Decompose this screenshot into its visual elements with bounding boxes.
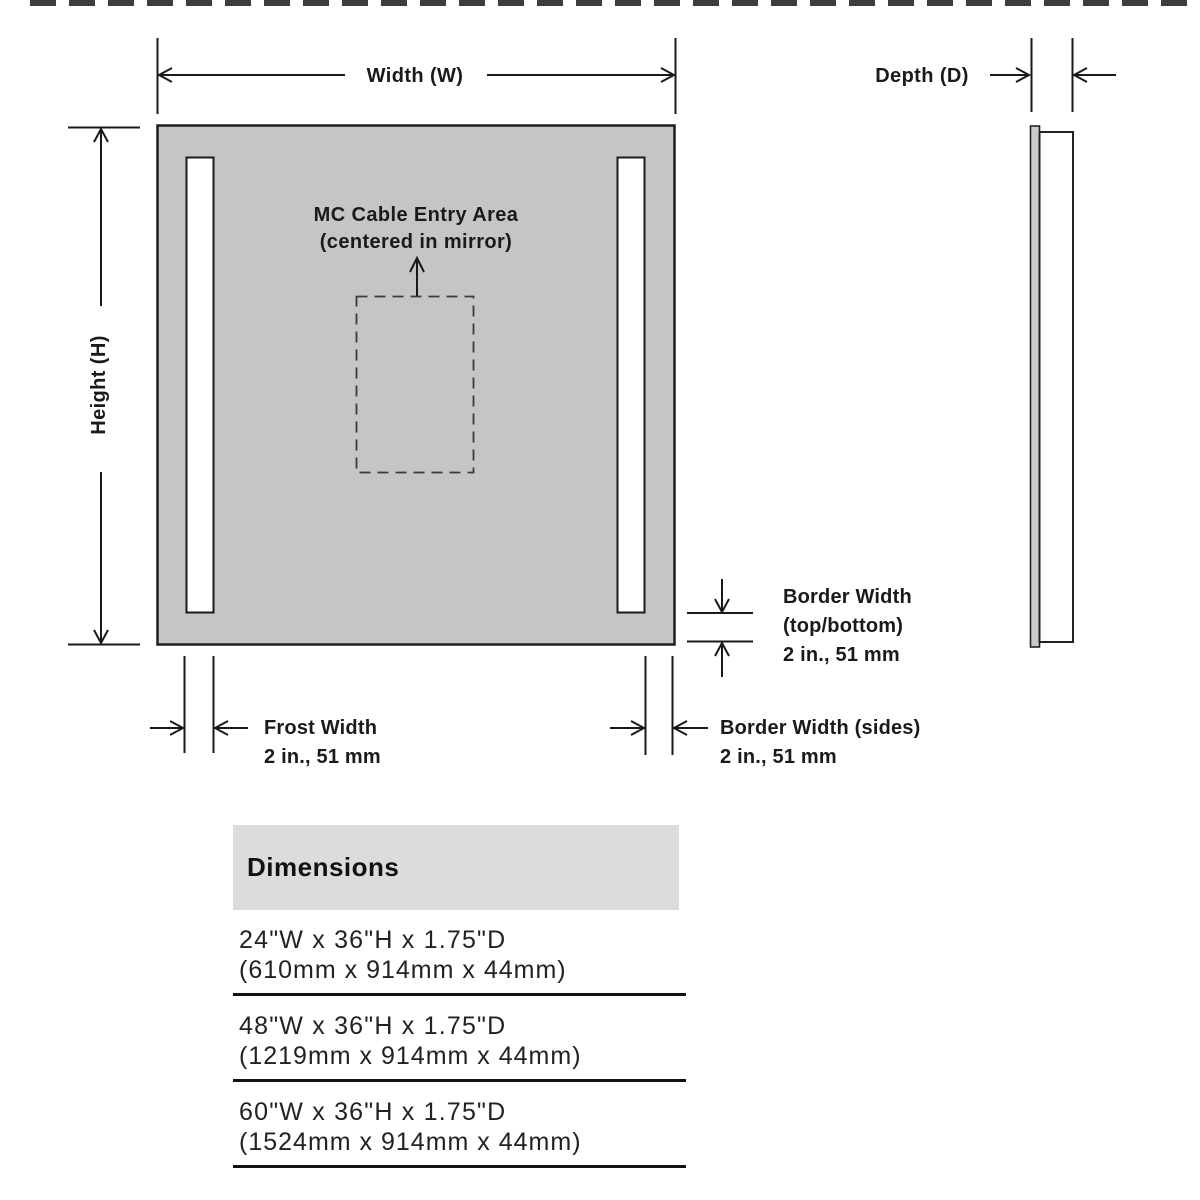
row-size-metric: (610mm x 914mm x 44mm) bbox=[239, 956, 567, 984]
border-tb-label-line1: Border Width bbox=[783, 586, 912, 608]
side-view-housing bbox=[1040, 132, 1074, 642]
table-row bbox=[233, 1082, 686, 1168]
border-sides-label-line2: 2 in., 51 mm bbox=[720, 746, 837, 768]
frost-width-label-line1: Frost Width bbox=[264, 717, 378, 739]
frost-width-label-line2: 2 in., 51 mm bbox=[264, 746, 381, 768]
frost-width-dimension-lines bbox=[150, 656, 248, 753]
border-tb-label-line2: (top/bottom) bbox=[783, 615, 904, 637]
dimensions-table-header bbox=[233, 825, 679, 910]
row-size-inches: 24"W x 36"H x 1.75"D bbox=[239, 926, 507, 954]
border-sides-dimension-lines bbox=[610, 656, 708, 755]
cable-entry-label-line2: (centered in mirror) bbox=[319, 231, 513, 253]
border-sides-label-line1: Border Width (sides) bbox=[720, 717, 921, 739]
frost-strip-right bbox=[618, 158, 645, 613]
table-row bbox=[233, 910, 686, 996]
dimensions-table bbox=[233, 825, 686, 1168]
frost-strip-left bbox=[187, 158, 214, 613]
depth-label: Depth (D) bbox=[875, 65, 969, 87]
row-size-metric: (1524mm x 914mm x 44mm) bbox=[239, 1128, 582, 1156]
border-tb-dimension-lines bbox=[687, 579, 753, 677]
side-view-glass bbox=[1031, 126, 1040, 647]
row-size-inches: 60"W x 36"H x 1.75"D bbox=[239, 1098, 507, 1126]
border-tb-label-line3: 2 in., 51 mm bbox=[783, 644, 900, 666]
row-size-metric: (1219mm x 914mm x 44mm) bbox=[239, 1042, 582, 1070]
width-label: Width (W) bbox=[366, 65, 464, 87]
height-label: Height (H) bbox=[88, 335, 110, 435]
cable-entry-label-line1: MC Cable Entry Area bbox=[313, 204, 519, 226]
depth-dimension-lines bbox=[990, 38, 1116, 112]
table-row bbox=[233, 996, 686, 1082]
row-size-inches: 48"W x 36"H x 1.75"D bbox=[239, 1012, 507, 1040]
dimensions-table-title: Dimensions bbox=[247, 852, 400, 882]
